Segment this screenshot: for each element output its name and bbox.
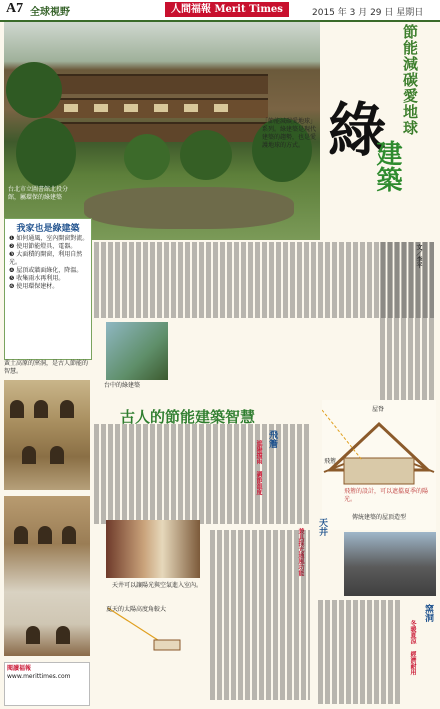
issue-date: 2015 年 3 月 29 日 星期日 <box>312 8 424 18</box>
author-byline: 文／李平 <box>415 244 422 268</box>
body-text-block <box>210 530 310 700</box>
cave-arch <box>50 446 64 464</box>
headline-title: 建築 <box>372 140 402 192</box>
roof-diagram-svg <box>322 400 436 490</box>
pond <box>84 187 294 229</box>
eave-diagram <box>322 400 436 530</box>
footer-line: 閱讀福報 <box>7 665 32 672</box>
cave-arch <box>62 526 76 544</box>
window <box>154 104 168 112</box>
tips-title: 我家也是綠建築 <box>16 224 80 234</box>
building-floor-roof <box>38 74 268 94</box>
series-kicker: 節能減碳愛地球 <box>401 24 419 136</box>
cave-arch <box>26 626 40 644</box>
window <box>184 104 198 112</box>
cave-arch <box>34 400 48 418</box>
cave-arch <box>56 626 70 644</box>
window <box>214 104 228 112</box>
tree <box>180 130 232 180</box>
cave-arch <box>10 400 24 418</box>
tips-list <box>9 235 89 291</box>
cave-dwelling-photo <box>4 380 90 490</box>
tree <box>124 134 170 180</box>
cave-arch <box>22 446 36 464</box>
page-number: A7 <box>6 1 24 16</box>
body-text-block <box>380 242 436 402</box>
footer-box <box>4 662 90 706</box>
subheading-detail: 冬暖夏涼 經濟耐用 <box>409 620 416 675</box>
tips-box <box>4 218 92 360</box>
diagram-label-ridge: 屋脊 <box>372 406 385 413</box>
window <box>124 104 138 112</box>
left-photo-caption: 黃土高原的窯洞，是古人節能的智慧。 <box>4 360 89 375</box>
cave-arch <box>38 526 52 544</box>
hero-caption: 台北市立圖書館北投分館，屬環保的綠建築 <box>8 186 69 201</box>
cave-arch <box>60 400 74 418</box>
section-title: 古人的節能建築智慧 <box>120 408 256 426</box>
subheading: 天井 <box>317 518 327 536</box>
courtyard-caption: 天井可以讓陽光與空氣進入室內。 <box>112 582 203 589</box>
tips-item: ❺ 收集雨水再利用。 <box>9 275 65 282</box>
subheading: 飛簷 <box>267 430 277 448</box>
tree <box>6 62 62 118</box>
green-building-caption: 台中的綠建築 <box>104 382 141 389</box>
intro-text: 「節能減碳愛地球」系列。綠建築是現代建築的趨勢，也是愛護地球的方式。 <box>262 118 317 149</box>
green-building-photo <box>106 322 168 380</box>
roof-photo <box>344 532 436 596</box>
subheading: 窯洞 <box>423 604 433 622</box>
window <box>94 104 108 112</box>
tips-item: ❸ 大面積的開窗，利用自然光。 <box>9 251 83 266</box>
tips-item: ❻ 使用環保建材。 <box>9 283 59 290</box>
headline-big-character: 綠 <box>328 96 387 164</box>
roof-caption: 傳統建築的屋頂造型 <box>352 514 407 521</box>
subheading-detail: 遮陽擋雨 調節溫度 <box>255 440 262 495</box>
courtyard-photo <box>106 520 200 578</box>
section-label: 全球視野 <box>30 7 70 18</box>
tips-item: ❷ 使用節能燈具、電器。 <box>9 243 77 250</box>
masthead-logo: 人間福報 Merit Times <box>165 2 289 17</box>
diagram-caption: 飛簷的設計，可以遮擋夏季的陽光。 <box>344 488 429 503</box>
sun-angle-caption: 夏天的太陽高度角較大 <box>106 606 167 613</box>
tree <box>16 118 76 188</box>
diagram-label-eave: 飛簷 <box>324 458 337 465</box>
cave-arch <box>14 526 28 544</box>
footer-url[interactable]: www.merittimes.com <box>7 673 71 680</box>
subheading-detail: 兼具採光通風功能 <box>297 528 304 576</box>
window <box>64 104 78 112</box>
body-text-block <box>318 600 402 704</box>
tips-item: ❶ 如何通風，室內開窗對流。 <box>9 235 89 242</box>
tips-item: ❹ 屋頂或牆面綠化，降溫。 <box>9 267 83 274</box>
cave-village-photo <box>4 496 90 656</box>
